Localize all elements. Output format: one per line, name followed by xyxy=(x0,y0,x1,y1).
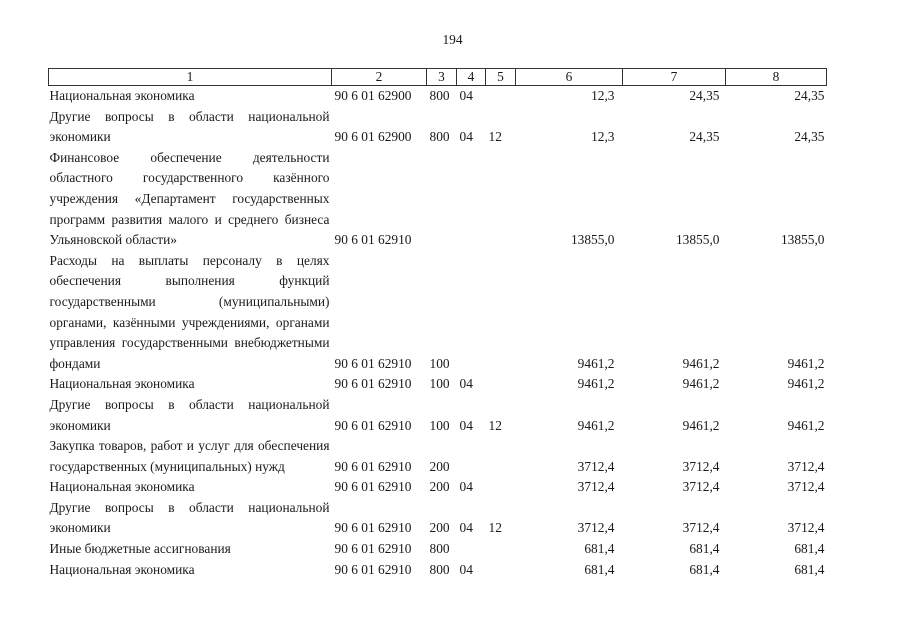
row-value-8: 681,4 xyxy=(794,561,825,577)
row-value-6: 9461,2 xyxy=(577,355,615,371)
row-value-6: 3712,4 xyxy=(577,458,615,474)
row-col-3: 800 xyxy=(429,541,450,557)
budget-table xyxy=(48,68,827,580)
table-row xyxy=(49,539,827,560)
row-value-8: 681,4 xyxy=(794,541,825,557)
row-value-7: 3712,4 xyxy=(682,479,720,495)
row-value-6: 9461,2 xyxy=(577,376,615,392)
row-value-6: 12,3 xyxy=(591,88,615,103)
row-col-5 xyxy=(486,539,516,560)
row-col-3: 200 xyxy=(429,520,450,536)
row-value-8: 3712,4 xyxy=(787,479,825,495)
row-col-3 xyxy=(427,148,457,251)
row-col-5 xyxy=(486,560,516,581)
row-value-6: 13855,0 xyxy=(570,232,615,248)
row-code: 90 6 01 62910 xyxy=(334,561,412,577)
header-col-2: 2 xyxy=(332,69,427,86)
row-col-5: 12 xyxy=(488,520,502,536)
row-name: Финансовое обеспечение деятельности областного государственного казённого учреждения «Департамент государственных программ развития малого и среднего бизнеса Ульяновской области» xyxy=(49,149,330,248)
row-value-7: 681,4 xyxy=(689,561,720,577)
row-col-3: 800 xyxy=(429,561,450,577)
row-col-4 xyxy=(457,251,486,375)
row-col-5 xyxy=(486,477,516,498)
header-row xyxy=(49,69,827,86)
row-code: 90 6 01 62900 xyxy=(334,129,412,145)
row-col-3: 100 xyxy=(429,355,450,371)
row-value-6: 681,4 xyxy=(584,561,615,577)
row-value-6: 3712,4 xyxy=(577,479,615,495)
row-name: Национальная экономика xyxy=(49,479,195,495)
row-value-6: 12,3 xyxy=(591,129,615,145)
row-col-5: 12 xyxy=(488,417,502,433)
table-row xyxy=(49,395,827,436)
row-col-4: 04 xyxy=(459,479,473,495)
row-name: Расходы на выплаты персоналу в целях обеспечения выполнения функций государственными (муниципальными) органами, казёнными учреждениями, органами управления государственными внебюджетными фондами xyxy=(49,252,330,371)
table-row xyxy=(49,477,827,498)
row-col-3: 800 xyxy=(429,129,450,145)
row-col-3: 200 xyxy=(429,458,450,474)
row-col-4: 04 xyxy=(459,561,473,577)
row-col-3: 100 xyxy=(429,417,450,433)
row-col-4: 04 xyxy=(459,417,473,433)
table-row xyxy=(49,86,827,107)
row-value-8: 24,35 xyxy=(794,88,825,103)
row-code: 90 6 01 62910 xyxy=(334,479,412,495)
row-value-8: 9461,2 xyxy=(787,376,825,392)
page-number: 194 xyxy=(442,32,463,47)
table-row xyxy=(49,560,827,581)
row-code: 90 6 01 62910 xyxy=(334,232,412,248)
table-row xyxy=(49,107,827,148)
row-value-7: 24,35 xyxy=(689,88,720,103)
row-name: Национальная экономика xyxy=(49,88,195,103)
row-name: Другие вопросы в области национальной экономики xyxy=(49,396,330,433)
row-name: Иные бюджетные ассигнования xyxy=(49,541,231,557)
row-value-8: 9461,2 xyxy=(787,417,825,433)
row-col-4: 04 xyxy=(459,129,473,145)
row-name: Национальная экономика xyxy=(49,376,195,392)
table-row xyxy=(49,436,827,477)
row-value-8: 3712,4 xyxy=(787,520,825,536)
row-col-3: 100 xyxy=(429,376,450,392)
row-value-6: 9461,2 xyxy=(577,417,615,433)
table-row xyxy=(49,148,827,251)
row-value-7: 13855,0 xyxy=(675,232,720,248)
row-code: 90 6 01 62910 xyxy=(334,541,412,557)
header-col-8: 8 xyxy=(726,69,827,86)
row-col-5 xyxy=(486,374,516,395)
row-value-6: 3712,4 xyxy=(577,520,615,536)
row-code: 90 6 01 62910 xyxy=(334,355,412,371)
row-col-3: 800 xyxy=(429,88,450,103)
row-col-5: 12 xyxy=(488,129,502,145)
row-col-4 xyxy=(457,436,486,477)
row-value-7: 24,35 xyxy=(689,129,720,145)
row-col-5 xyxy=(486,86,516,107)
row-name: Закупка товаров, работ и услуг для обеспечения государственных (муниципальных) нужд xyxy=(49,438,330,474)
header-col-7: 7 xyxy=(623,69,726,86)
row-name: Другие вопросы в области национальной экономики xyxy=(49,499,330,536)
row-value-8: 3712,4 xyxy=(787,458,825,474)
row-value-8: 9461,2 xyxy=(787,355,825,371)
row-code: 90 6 01 62910 xyxy=(334,520,412,536)
row-value-8: 13855,0 xyxy=(780,232,825,248)
row-col-5 xyxy=(486,436,516,477)
row-col-3: 200 xyxy=(429,479,450,495)
row-value-6: 681,4 xyxy=(584,541,615,557)
row-col-4 xyxy=(457,539,486,560)
row-code: 90 6 01 62910 xyxy=(334,417,412,433)
header-col-4: 4 xyxy=(457,69,486,86)
row-value-7: 681,4 xyxy=(689,541,720,557)
row-col-4: 04 xyxy=(459,88,473,103)
header-col-1: 1 xyxy=(49,69,332,86)
row-col-4 xyxy=(457,148,486,251)
row-value-7: 3712,4 xyxy=(682,458,720,474)
row-code: 90 6 01 62900 xyxy=(334,88,412,103)
table-row xyxy=(49,498,827,539)
row-name: Национальная экономика xyxy=(49,561,195,577)
row-value-7: 9461,2 xyxy=(682,417,720,433)
row-name: Другие вопросы в области национальной экономики xyxy=(49,108,330,145)
row-col-5 xyxy=(486,148,516,251)
table-row xyxy=(49,374,827,395)
row-value-7: 3712,4 xyxy=(682,520,720,536)
header-col-3: 3 xyxy=(427,69,457,86)
row-col-5 xyxy=(486,251,516,375)
row-col-4: 04 xyxy=(459,520,473,536)
header-col-6: 6 xyxy=(516,69,623,86)
row-code: 90 6 01 62910 xyxy=(334,376,412,392)
row-value-8: 24,35 xyxy=(794,129,825,145)
header-col-5: 5 xyxy=(486,69,516,86)
table-row xyxy=(49,251,827,375)
row-col-4: 04 xyxy=(459,376,473,392)
row-value-7: 9461,2 xyxy=(682,376,720,392)
row-code: 90 6 01 62910 xyxy=(334,458,412,474)
row-value-7: 9461,2 xyxy=(682,355,720,371)
